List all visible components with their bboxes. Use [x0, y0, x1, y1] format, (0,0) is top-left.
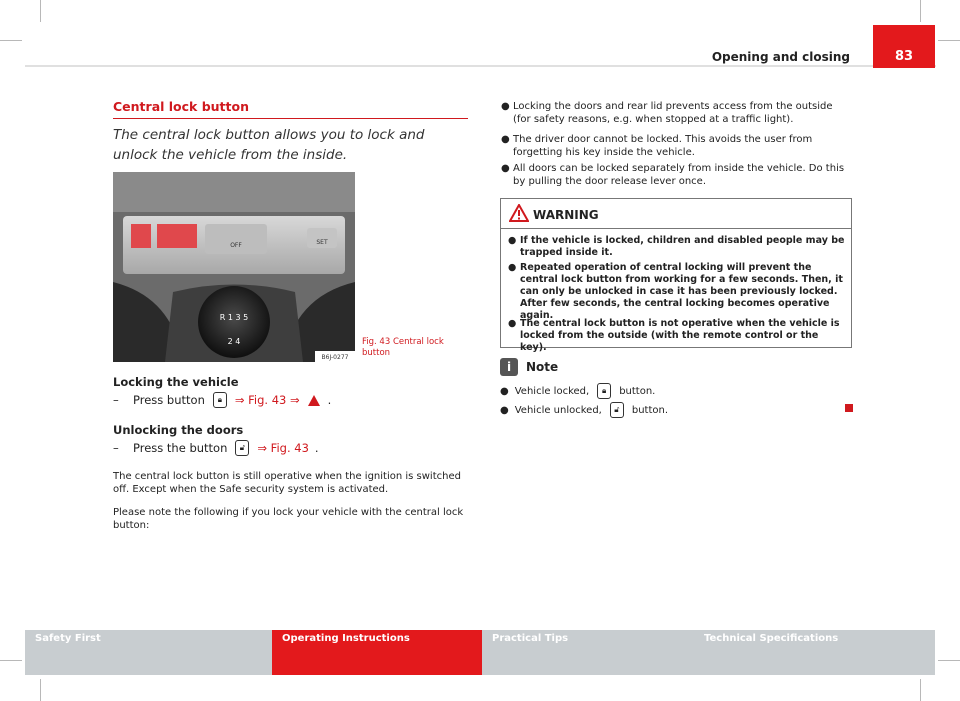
note-item-text: Vehicle unlocked, — [514, 404, 602, 416]
note-icon: i — [500, 358, 518, 376]
lock-button — [131, 224, 151, 248]
warning-triangle-icon — [509, 204, 529, 222]
note-item — [500, 402, 668, 418]
lock-icon: 🔒︎ — [597, 383, 611, 399]
note-item-suffix: button. — [619, 385, 656, 397]
warning-triangle-icon — [308, 395, 320, 406]
unlock-icon: 🔓︎ — [235, 440, 249, 456]
page-number: 83 — [873, 25, 935, 68]
gear-knob — [198, 286, 270, 358]
section-rule — [113, 118, 468, 119]
warning-item: ● Repeated operation of central locking will prevent the central lock button from working for a few seconds. Then, it can only be unlocked in case it has been previously locked. After few seconds, the central locking becomes operative again. — [508, 262, 843, 321]
header-rule — [25, 65, 936, 67]
section-title: Central lock button — [113, 99, 249, 114]
gear-pattern-bottom: 2 4 — [227, 337, 241, 346]
locking-step-ref[interactable]: ⇒ Fig. 43 ⇒ — [234, 393, 300, 407]
note-item — [500, 383, 655, 399]
unlocking-heading: Unlocking the doors — [113, 423, 244, 437]
footer-tab-technical-specifications[interactable]: Technical Specifications — [694, 630, 935, 675]
warning-header — [501, 199, 851, 229]
paragraph-note-following: Please note the following if you lock your vehicle with the central lock button: — [113, 507, 464, 531]
bullet-item: ● The driver door cannot be locked. This avoids the user from forgetting his key inside the vehicle. — [501, 134, 813, 158]
figure-code: B6J-0277 — [321, 354, 349, 361]
note-item-suffix: button. — [631, 404, 669, 416]
bullet-item: ● All doors can be locked separately from inside the vehicle. Do this by pulling the door release lever once. — [501, 163, 845, 187]
note-label: Note — [526, 360, 559, 374]
locking-step — [113, 392, 331, 408]
unlocking-step-ref[interactable]: ⇒ Fig. 43 — [257, 441, 309, 455]
bullet-item: ● Locking the doors and rear lid prevents access from the outside (for safety reasons, e.g. when stopped at a traffic light). — [501, 101, 833, 125]
locking-heading: Locking the vehicle — [113, 375, 239, 389]
gear-pattern-top: R 1 3 5 — [219, 313, 249, 322]
step-dash: – — [113, 441, 119, 455]
crop-mark — [40, 0, 41, 22]
note-item-text: Vehicle locked, — [514, 385, 590, 397]
crop-mark — [920, 679, 921, 701]
locking-step-end: . — [327, 393, 332, 407]
figure-central-lock — [113, 172, 355, 362]
unlocking-step — [113, 440, 319, 456]
warning-item: ● The central lock button is not operative when the vehicle is locked from the outside (with the remote control or the key). — [508, 318, 840, 353]
paragraph-ignition: The central lock button is still operative when the ignition is switched off. Except when the Safe security system is activated. — [113, 471, 461, 495]
footer-tab-safety-first[interactable]: Safety First — [25, 630, 272, 675]
section-intro: The central lock button allows you to lock and unlock the vehicle from the inside. — [113, 127, 425, 163]
crop-mark — [938, 660, 960, 661]
running-header-title: Opening and closing — [711, 50, 850, 64]
lock-icon: 🔒︎ — [213, 392, 227, 408]
unlock-button — [157, 224, 197, 248]
figure-caption: Fig. 43 Central lock button — [362, 337, 444, 358]
footer-tab-operating-instructions[interactable]: Operating Instructions — [272, 630, 482, 675]
note-header — [500, 358, 558, 376]
crop-mark — [938, 40, 960, 41]
section-end-mark — [845, 404, 853, 412]
unlocking-step-text: Press the button — [133, 441, 228, 455]
footer-nav — [25, 630, 935, 675]
unlocking-step-end: . — [314, 441, 319, 455]
warning-item: ● If the vehicle is locked, children and disabled people may be trapped inside it. — [508, 235, 845, 258]
warning-label: WARNING — [533, 208, 599, 222]
panel-set-label: SET — [316, 239, 328, 246]
crop-mark — [0, 40, 22, 41]
crop-mark — [40, 679, 41, 701]
warning-box — [500, 198, 852, 353]
bullet-dot: ● — [500, 385, 509, 397]
locking-step-text: Press button — [133, 393, 205, 407]
footer-tab-practical-tips[interactable]: Practical Tips — [482, 630, 694, 675]
crop-mark — [920, 0, 921, 22]
crop-mark — [0, 660, 22, 661]
panel-off-label: OFF — [230, 242, 242, 249]
bullet-dot: ● — [500, 404, 509, 416]
unlock-icon: 🔓︎ — [610, 402, 624, 418]
console-illustration — [113, 172, 355, 362]
step-dash: – — [113, 393, 119, 407]
